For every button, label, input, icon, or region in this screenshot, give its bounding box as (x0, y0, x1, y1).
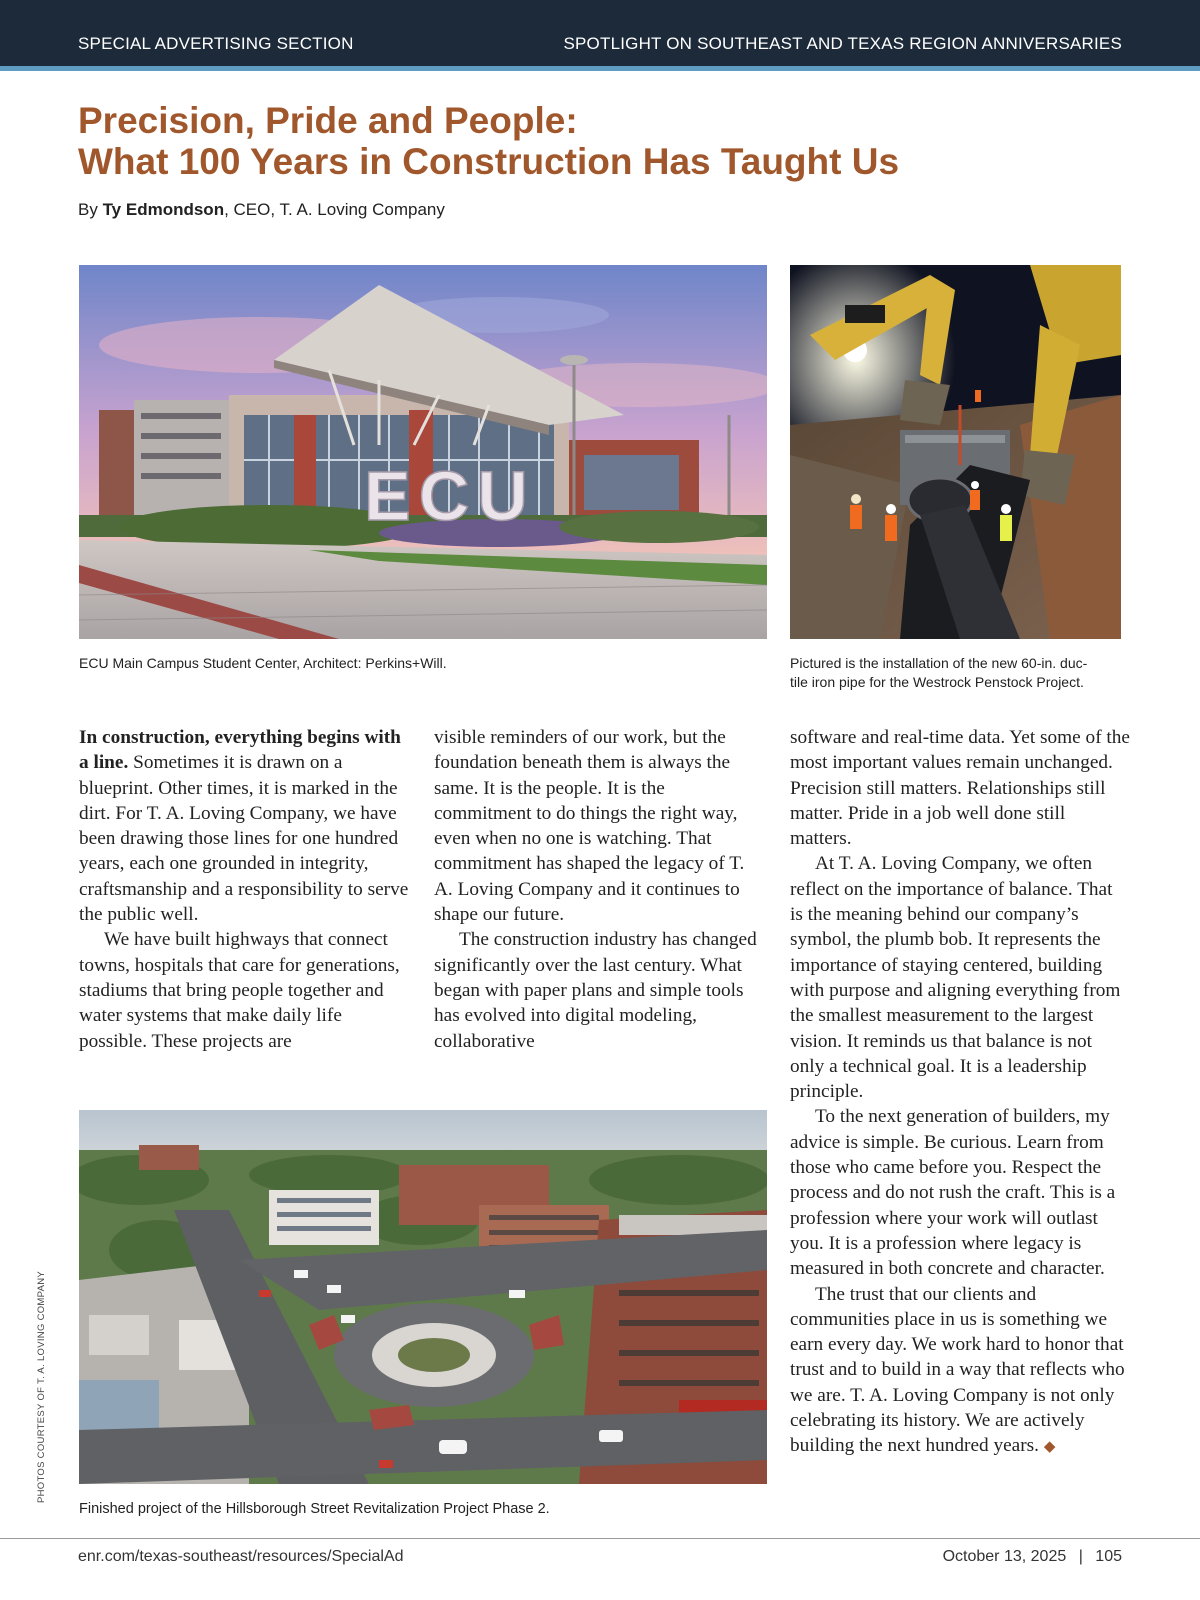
article-paragraph: software and real-time data. Yet some of the most important values remain unchanged. Precision still matters. Relationships still matter. Pride in a job well done still matters. (790, 727, 1130, 850)
pipe-caption-line-2: tile iron pipe for the Westrock Penstock Project. (790, 674, 1084, 690)
article-paragraph (79, 725, 409, 927)
article-column-2 (434, 725, 759, 1054)
photo-credit: PHOTOS COURTESY OF T. A. LOVING COMPANY (36, 1270, 47, 1503)
section-label: SPECIAL ADVERTISING SECTION (78, 34, 354, 53)
article-paragraph (790, 1282, 1130, 1461)
ecu-sign-letters: ECU (364, 457, 536, 535)
article-paragraph: To the next generation of builders, my advice is simple. Be curious. Learn from those who came before you. Respect the process and do not rush the craft. This is a profession where your work will outlast you. It is a profession where legacy is measured in both concrete and character. (790, 1106, 1116, 1280)
footer-page-info (943, 1548, 1122, 1566)
ecu-student-center-photo (79, 265, 767, 639)
article-column-1 (79, 725, 409, 1054)
header-accent-stripe (0, 66, 1200, 71)
closing-paragraph-text: The trust that our clients and communities place in us is something we earn every day. We work hard to honor that trust and to build in a way that reflects who we are. T. A. Loving Company is not only celebrating its history. We are actively building the next hundred years. (790, 1283, 1125, 1457)
end-of-article-diamond-icon: ◆ (1043, 1439, 1056, 1456)
author-name: Ty Edmondson (102, 200, 225, 219)
lead-sentence: In construction, everything begins with a line. (79, 727, 401, 774)
article-title (78, 100, 1128, 182)
byline-prefix: By (78, 200, 103, 219)
article-paragraph: At T. A. Loving Company, we often reflect on the importance of balance. That is the meaning behind our company’s symbol, the plumb bob. It represents the importance of staying centered, building with purpose and aligning everything from the smallest measurement to the largest vision. It reminds us that balance is not only a technical goal. It is a leadership principle. (790, 853, 1121, 1103)
ecu-photo-caption: ECU Main Campus Student Center, Architect: Perkins+Will. (79, 655, 447, 671)
section-spotlight-label: SPOTLIGHT ON SOUTHEAST AND TEXAS REGION ANNIVERSARIES (563, 34, 1122, 53)
page-number: 105 (1095, 1548, 1122, 1565)
author-role: , CEO, T. A. Loving Company (224, 200, 445, 219)
pipe-photo-caption (790, 654, 1130, 692)
footer-divider (0, 1538, 1200, 1539)
issue-date: October 13, 2025 (942, 1548, 1067, 1565)
article-paragraph: We have built highways that connect towns, hospitals that care for generations, stadiums that bring people together and water systems that make daily life possible. These projects are (79, 929, 400, 1052)
title-line-1: Precision, Pride and People: (78, 100, 578, 141)
section-header-bar (0, 0, 1200, 66)
pipe-caption-line-1: Pictured is the installation of the new 60-in. duc- (790, 655, 1088, 671)
paragraph-text: Sometimes it is drawn on a blueprint. Other times, it is marked in the dirt. For T. A. Loving Company, we have been drawing those lines for one hundred years, each one grounded in integrity, craftsmanship and a responsibility to serve the public well. (79, 752, 409, 926)
footer-separator: | (1078, 1548, 1083, 1565)
penstock-pipe-photo (790, 265, 1121, 639)
byline (78, 200, 445, 220)
article-paragraph: The construction industry has changed significantly over the last century. What began with paper plans and simple tools has evolved into digital modeling, collaborative (434, 929, 757, 1052)
hillsborough-photo-caption: Finished project of the Hillsborough Street Revitalization Project Phase 2. (79, 1501, 550, 1517)
title-line-2: What 100 Years in Construction Has Taught Us (78, 141, 900, 182)
article-column-3 (790, 725, 1130, 1461)
footer-url: enr.com/texas-southeast/resources/SpecialAd (78, 1548, 404, 1565)
article-paragraph: visible reminders of our work, but the foundation beneath them is always the same. It is the people. It is the commitment to do things the right way, even when no one is watching. That commitment has shaped the legacy of T. A. Loving Company and it continues to shape our future. (434, 727, 745, 926)
hillsborough-street-photo (79, 1110, 767, 1484)
